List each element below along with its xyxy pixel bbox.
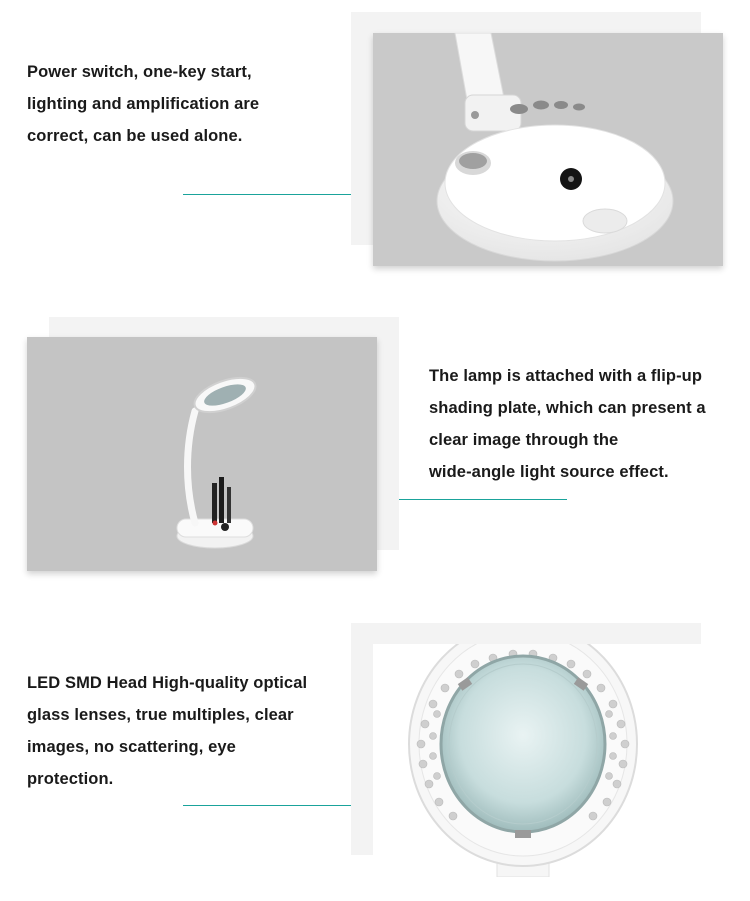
- caption-line: clear image through the: [429, 431, 619, 449]
- feature-caption: [27, 56, 259, 152]
- caption-line: protection.: [27, 770, 114, 788]
- accent-rule: [183, 194, 351, 195]
- feature-power-switch: [0, 0, 750, 300]
- magnifier-lamp-photo: [27, 337, 377, 571]
- caption-line: LED SMD Head High-quality optical: [27, 674, 308, 692]
- lamp-base-switch-photo: [373, 33, 723, 266]
- caption-line: correct, can be used alone.: [27, 127, 243, 145]
- caption-line: lighting and amplification are: [27, 95, 260, 113]
- caption-line: Power switch, one-key start,: [27, 63, 252, 81]
- accent-rule: [183, 805, 351, 806]
- caption-line: images, no scattering, eye: [27, 738, 236, 756]
- caption-line: wide-angle light source effect.: [429, 463, 669, 481]
- feature-caption: [27, 667, 307, 795]
- feature-flip-up-plate: [0, 300, 750, 600]
- caption-line: The lamp is attached with a flip-up: [429, 367, 703, 385]
- caption-line: glass lenses, true multiples, clear: [27, 706, 294, 724]
- feature-led-lens: [0, 600, 750, 900]
- led-lens-closeup-photo: [373, 644, 723, 877]
- caption-line: shading plate, which can present a: [429, 399, 706, 417]
- accent-rule: [399, 499, 567, 500]
- feature-caption: [429, 360, 706, 488]
